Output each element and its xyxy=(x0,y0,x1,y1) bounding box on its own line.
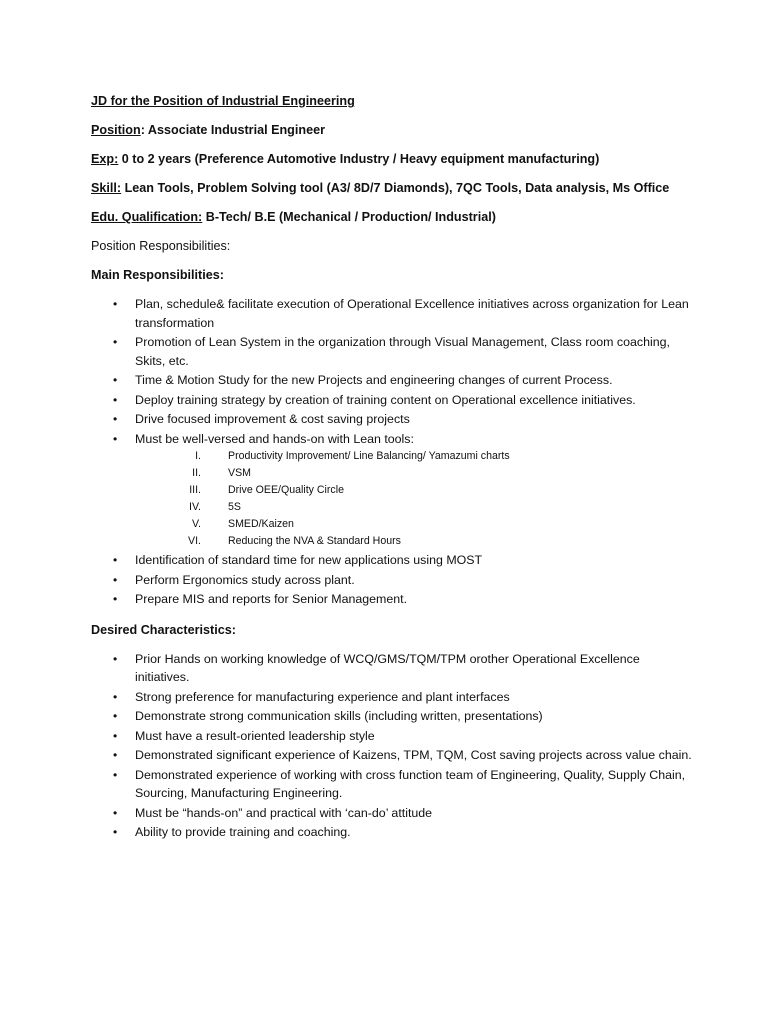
list-item: • Must be well-versed and hands-on with Lean tools: I. Productivity Improvement/ Line Balancing/ Yamazumi charts II. VSM III. Drive OEE/Quality Circle IV. 5S V. SMED/Kaizen VI. Reducing the NVA & Standard Hours xyxy=(91,430,695,551)
lean-tools-list xyxy=(135,448,695,550)
bullet-icon: • xyxy=(113,373,118,387)
list-item: • Identification of standard time for new applications using MOST xyxy=(91,551,695,570)
experience-line xyxy=(91,150,691,168)
education-value: B-Tech/ B.E (Mechanical / Production/ Industrial) xyxy=(202,210,496,224)
lean-tool-item: V. SMED/Kaizen xyxy=(191,518,294,530)
bullet-icon: • xyxy=(113,297,118,311)
list-item: • Deploy training strategy by creation of training content on Operational excellence initiatives. xyxy=(91,391,695,410)
bullet-icon: • xyxy=(113,767,118,782)
lean-tool-item: II. VSM xyxy=(192,467,251,479)
bullet-icon: • xyxy=(113,689,118,704)
lean-tool-item: I. Productivity Improvement/ Line Balancing/ Yamazumi charts xyxy=(195,450,510,462)
bullet-icon: • xyxy=(113,825,118,839)
bullet-icon: • xyxy=(113,651,118,666)
bullet-icon: • xyxy=(113,412,118,426)
bullet-icon: • xyxy=(113,709,118,723)
bullet-icon: • xyxy=(113,553,118,567)
position-line xyxy=(91,121,691,139)
desired-characteristics-list xyxy=(91,650,691,842)
list-item: • Prior Hands on working knowledge of WCQ/GMS/TQM/TPM orother Operational Excellence initiatives. xyxy=(113,651,640,684)
position-label: Position xyxy=(91,123,141,137)
experience-value: 0 to 2 years (Preference Automotive Industry / Heavy equipment manufacturing) xyxy=(118,152,600,166)
bullet-icon: • xyxy=(113,572,118,587)
list-item: • Demonstrated significant experience of Kaizens, TPM, TQM, Cost saving projects across value chain. xyxy=(91,746,695,765)
bullet-icon: • xyxy=(113,392,118,407)
list-item: • Must be “hands-on” and practical with ‘can-do’ attitude xyxy=(91,804,695,823)
bullet-icon: • xyxy=(113,431,118,446)
lean-tool-item: III. Drive OEE/Quality Circle xyxy=(189,484,344,496)
document-page xyxy=(91,92,691,854)
bullet-icon: • xyxy=(113,805,118,820)
lean-tool-item: IV. 5S xyxy=(189,501,241,513)
list-item: • Strong preference for manufacturing experience and plant interfaces xyxy=(91,688,695,707)
list-item: • Drive focused improvement & cost saving projects xyxy=(91,410,695,429)
list-item: • Plan, schedule& facilitate execution of Operational Excellence initiatives across organization for Lean transformation xyxy=(113,297,689,330)
experience-label: Exp: xyxy=(91,152,119,166)
position-responsibilities-label: Position Responsibilities: xyxy=(91,239,231,253)
list-item: • Must have a result-oriented leadership style xyxy=(91,727,695,746)
bullet-icon: • xyxy=(113,728,118,743)
skill-line xyxy=(91,179,691,197)
desired-characteristics-heading: Desired Characteristics: xyxy=(91,622,236,637)
lean-tool-item: VI. Reducing the NVA & Standard Hours xyxy=(188,535,401,547)
skill-label: Skill: xyxy=(91,181,122,195)
skill-value: Lean Tools, Problem Solving tool (A3/ 8D/7 Diamonds), 7QC Tools, Data analysis, Ms Office xyxy=(121,181,670,195)
education-label: Edu. Qualification: xyxy=(91,210,203,224)
list-item: • Promotion of Lean System in the organization through Visual Management, Class room coaching, Skits, etc. xyxy=(113,335,670,368)
position-value: : Associate Industrial Engineer xyxy=(140,123,325,137)
bullet-icon: • xyxy=(113,592,118,606)
list-item: • Perform Ergonomics study across plant. xyxy=(91,571,695,590)
main-responsibilities-heading: Main Responsibilities: xyxy=(91,268,224,282)
bullet-icon: • xyxy=(113,335,118,349)
document-title: JD for the Position of Industrial Engineering xyxy=(91,94,355,108)
main-responsibilities-list xyxy=(91,295,691,609)
list-item: • Time & Motion Study for the new Projects and engineering changes of current Process. xyxy=(91,371,695,390)
list-item: • Ability to provide training and coaching. xyxy=(91,823,695,842)
list-item: • Demonstrated experience of working with cross function team of Engineering, Quality, Supply Chain, Sourcing, Manufacturing Engineering. xyxy=(113,767,686,800)
bullet-icon: • xyxy=(113,748,118,762)
list-item: • Demonstrate strong communication skills (including written, presentations) xyxy=(91,707,695,726)
list-item: • Prepare MIS and reports for Senior Management. xyxy=(91,590,695,609)
education-line xyxy=(91,208,691,226)
